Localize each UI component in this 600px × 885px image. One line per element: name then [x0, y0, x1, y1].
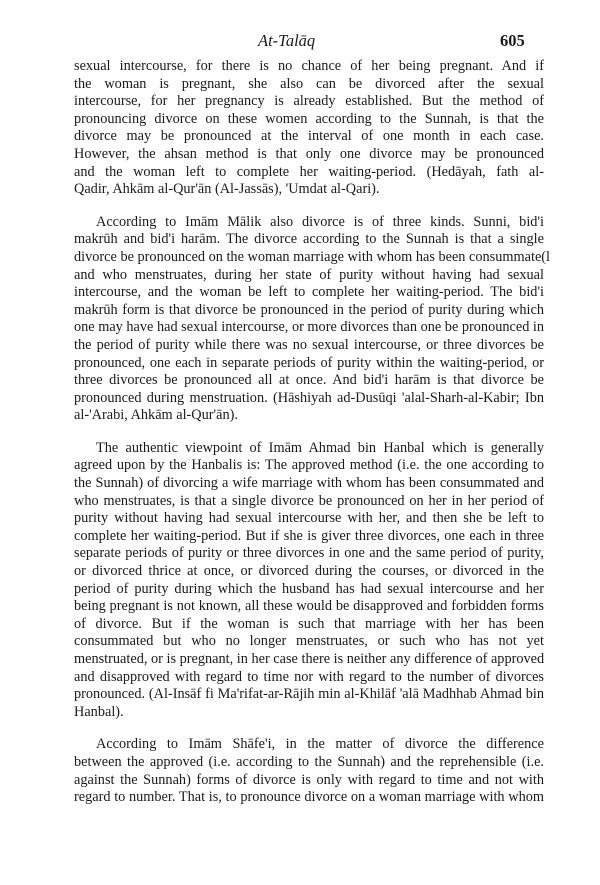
text-line: pronounced, one each in separate periods of purity within the waiting-period, or — [74, 354, 544, 371]
text-line: pronounced. (Al-Insāf fi Ma'rifat-ar-Rājih min al-Khilāf 'alā Madhhab Ahmad bin — [74, 686, 544, 703]
text-line: al-'Arabi, Ahkām al-Qur'ān). — [74, 407, 238, 424]
text-line: one may have had sexual intercourse, or more divorces than one be pronounced in — [74, 319, 545, 336]
paragraph — [74, 736, 544, 806]
text-line: period of purity during which the husband has had sexual intercourse and her — [74, 580, 544, 597]
text-line: pronounced during menstruation. (Hāshiyah ad-Dusūqi 'alal-Sharh-al-Kabir; Ibn — [74, 389, 544, 406]
text-line: the Sunnah) of divorcing a wife marriage with whom has been consummated and — [74, 475, 544, 492]
paragraph — [74, 58, 544, 199]
chapter-title: At-Talāq — [258, 31, 316, 50]
page-number: 605 — [500, 31, 525, 50]
text-line: Qadir, Ahkām al-Qur'ān (Al-Jassās), 'Umdat al-Qari). — [74, 181, 380, 198]
text-line: makrūh form is that divorce be pronounced in the period of purity during which — [74, 301, 544, 318]
text-line: makrūh and bid'i harām. The divorce according to the Sunnah is that a single — [74, 231, 544, 248]
text-line: intercourse, and the woman be left to complete her waiting-period. The bid'i — [74, 284, 544, 301]
text-line: three divorces be pronounced all at once. And bid'i harām is that divorce be — [74, 372, 544, 389]
text-line: separate periods of purity or three divorces in one and the same period of purity, — [74, 545, 544, 562]
paragraph — [74, 213, 551, 425]
text-line: the period of purity while there was no sexual intercourse, or three divorces be — [74, 336, 544, 353]
text-line: or divorced thrice at once, or divorced during the courses, or divorced in the — [74, 563, 544, 580]
text-line: sexual intercourse, for there is no chance of her being pregnant. And if — [74, 58, 544, 74]
text-line: intercourse, for her pregnancy is already established. But the method of — [74, 93, 544, 110]
text-line: being pregnant is not known, all these would be disapproved and forbidden forms — [74, 598, 544, 615]
text-line: of divorce. But if the woman is such that marriage with her has been — [74, 615, 544, 632]
text-line: and disapproved with regard to time nor with regard to the number of divorces — [74, 668, 544, 685]
text-line: consummated but who no longer menstruates, or such who has not yet — [74, 633, 544, 650]
text-line: Hanbal). — [74, 703, 124, 720]
running-header — [0, 31, 600, 53]
text-line: purity without having had sexual intercourse with her, and then she be left to — [74, 510, 544, 527]
text-line: pronouncing divorce on these women according to the Sunnah, is that the — [74, 110, 544, 127]
text-line: According to Imām Mālik also divorce is of three kinds. Sunni, bid'i — [96, 213, 544, 230]
text-line: and the woman left to complete her waiting-period. (Hedāyah, fath al- — [74, 163, 544, 180]
text-line: complete her waiting-period. But if she is giver three divorces, one each in three — [74, 527, 544, 544]
text-line: However, the ahsan method is that only one divorce may be pronounced — [74, 145, 544, 162]
text-line: menstruated, or is pregnant, in her case there is neither any difference of approved — [74, 651, 545, 667]
text-line: The authentic viewpoint of Imām Ahmad bin Hanbal which is generally — [96, 439, 544, 456]
paragraph — [74, 440, 544, 722]
text-line: and who menstruates, during her state of purity without having had sexual — [74, 266, 544, 283]
text-line: According to Imām Shāfe'i, in the matter of divorce the difference — [96, 736, 544, 753]
text-line: regard to number. That is, to pronounce divorce on a woman marriage with whom — [74, 789, 544, 806]
text-line: agreed upon by the Hanbalis is: The approved method (i.e. the one according to — [74, 457, 544, 474]
text-line: divorce may be pronounced at the interval of one month in each case. — [74, 128, 544, 145]
text-line: between the approved (i.e. according to the Sunnah) and the reprehensible (i.e. — [74, 753, 544, 770]
body-text — [74, 58, 551, 807]
text-line: the woman is pregnant, she also can be divorced after the sexual — [74, 75, 544, 92]
text-line: divorce be pronounced on the woman marriage with whom has been consummate(l — [74, 248, 551, 265]
text-line: who menstruates, is that a single divorce be pronounced on her in her period of — [74, 492, 544, 509]
text-line: against the Sunnah) forms of divorce is only with regard to time and not with — [74, 771, 544, 788]
